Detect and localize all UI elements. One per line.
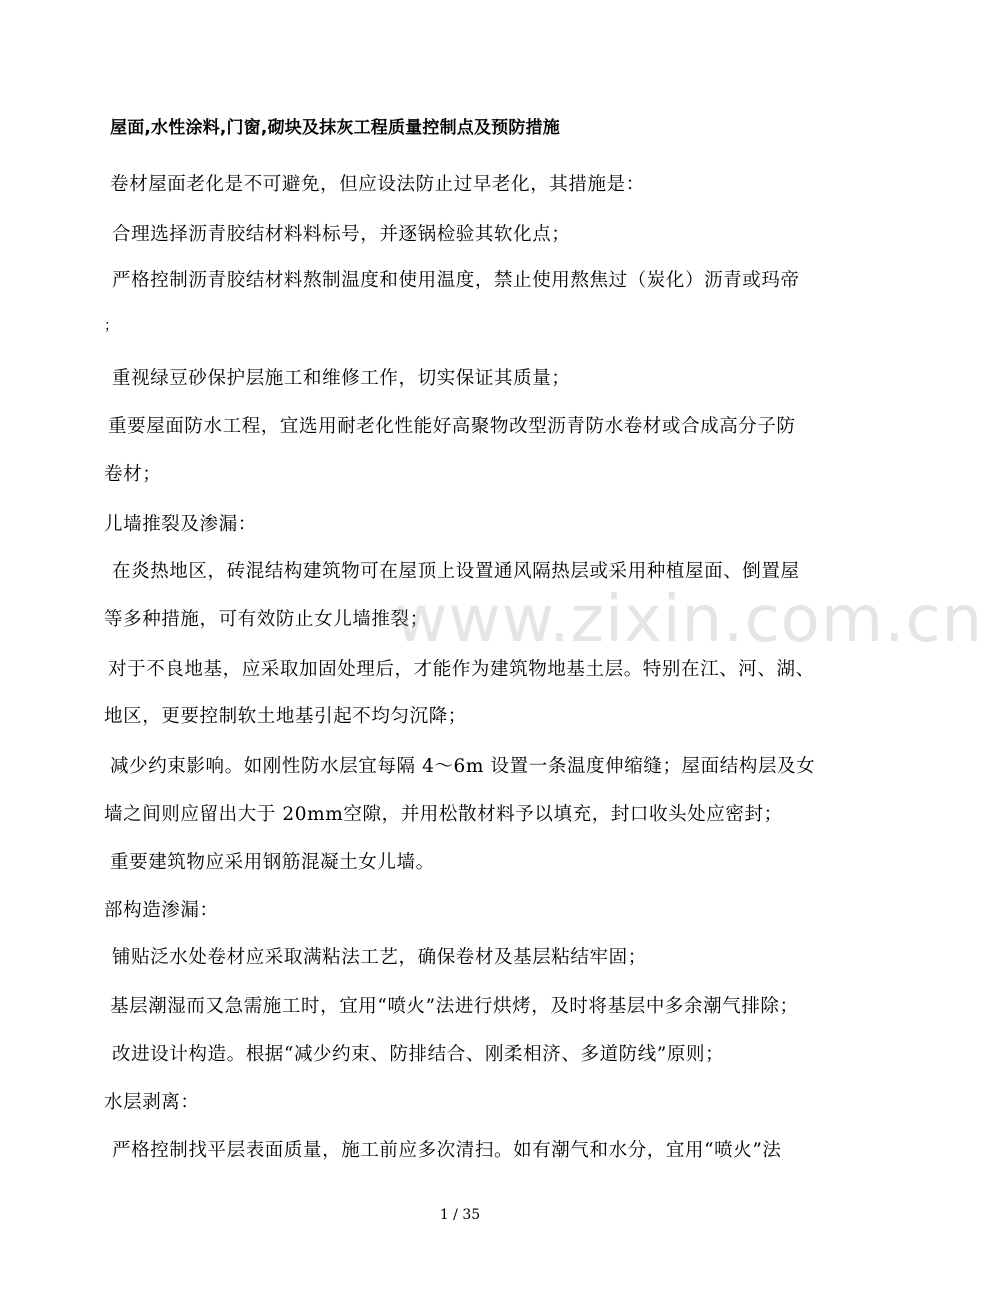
- body-line: ；: [104, 318, 119, 334]
- body-line: 卷材；: [104, 464, 162, 485]
- page-number: 1 / 35: [439, 1207, 481, 1223]
- section-heading: 部构造渗漏：: [104, 900, 219, 921]
- body-line: 合理选择沥青胶结材料料标号，并逐锅检验其软化点；: [112, 224, 571, 245]
- body-line: 重视绿豆砂保护层施工和维修工作，切实保证其质量；: [112, 368, 571, 389]
- section-heading: 儿墙推裂及渗漏：: [104, 514, 257, 535]
- body-line: 对于不良地基，应采取加固处理后，才能作为建筑物地基土层。特别在江、河、湖、: [108, 659, 815, 680]
- section-heading: 水层剥离：: [104, 1092, 200, 1113]
- body-line: 严格控制找平层表面质量，施工前应多次清扫。如有潮气和水分，宜用“喷火”法: [112, 1140, 782, 1161]
- body-line: 卷材屋面老化是不可避免，但应设法防止过早老化，其措施是：: [110, 174, 645, 195]
- body-line: 墙之间则应留出大于 20mm空隙，并用松散材料予以填充，封口收头处应密封；: [104, 804, 783, 825]
- document-title: 屋面,水性涂料,门窗,砌块及抹灰工程质量控制点及预防措施: [110, 118, 560, 138]
- body-line: 严格控制沥青胶结材料熬制温度和使用温度，禁止使用熬焦过（炭化）沥青或玛帝: [112, 270, 800, 291]
- body-line: 地区，更要控制软土地基引起不均匀沉降；: [104, 706, 467, 727]
- body-line: 减少约束影响。如刚性防水层宜每隔 4～6m 设置一条温度伸缩缝；屋面结构层及女: [110, 756, 816, 777]
- body-line: 重要建筑物应采用钢筋混凝土女儿墙。: [110, 852, 435, 873]
- body-line: 等多种措施，可有效防止女儿墙推裂；: [104, 609, 429, 630]
- body-line: 重要屋面防水工程，宜选用耐老化性能好高聚物改型沥青防水卷材或合成高分子防: [108, 416, 796, 437]
- body-line: 改进设计构造。根据“减少约束、防排结合、刚柔相济、多道防线”原则；: [112, 1044, 725, 1065]
- body-line: 铺贴泛水处卷材应采取满粘法工艺，确保卷材及基层粘结牢固；: [112, 947, 647, 968]
- watermark: www.zixin.com.cn: [395, 583, 983, 657]
- body-line: 基层潮湿而又急需施工时，宜用“喷火”法进行烘烤，及时将基层中多余潮气排除；: [110, 996, 799, 1017]
- body-line: 在炎热地区，砖混结构建筑物可在屋顶上设置通风隔热层或采用种植屋面、倒置屋: [112, 561, 800, 582]
